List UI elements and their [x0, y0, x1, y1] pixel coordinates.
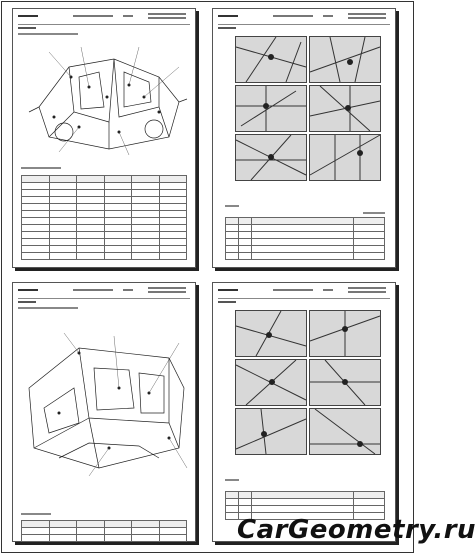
note-line	[225, 479, 239, 481]
document-page-4[interactable]	[212, 282, 396, 542]
section-label	[218, 301, 236, 303]
document-page-2[interactable]	[212, 8, 396, 268]
measurement-photo	[235, 36, 307, 83]
note-line	[363, 212, 385, 214]
page-header	[218, 12, 390, 25]
section-label	[18, 27, 36, 29]
measurement-photo	[235, 359, 307, 406]
measurement-table	[225, 217, 385, 260]
measurement-photo	[309, 359, 381, 406]
section-label	[18, 301, 36, 303]
measurement-photo	[309, 36, 381, 83]
page-header	[18, 286, 190, 299]
body-frame-drawing	[19, 328, 191, 478]
document-page-1[interactable]	[12, 8, 196, 268]
measurement-photo	[309, 85, 381, 132]
body-frame-drawing	[19, 37, 189, 157]
cargeometry-watermark: CarGeometry.ru	[237, 515, 476, 545]
note-line	[18, 307, 78, 309]
measurement-photo	[235, 408, 307, 455]
dimension-table	[21, 520, 187, 542]
measurement-photo	[235, 310, 307, 357]
measurement-photo	[309, 310, 381, 357]
section-label	[218, 27, 236, 29]
measurement-photo	[309, 408, 381, 455]
table-caption	[21, 513, 51, 515]
dimension-table	[21, 175, 187, 260]
measurement-photo	[235, 134, 307, 181]
page-header	[218, 286, 390, 299]
table-caption	[21, 167, 61, 169]
note-line	[18, 33, 78, 35]
page-header	[18, 12, 190, 25]
note-line	[225, 205, 239, 207]
measurement-photo	[235, 85, 307, 132]
measurement-photo	[309, 134, 381, 181]
document-page-3[interactable]	[12, 282, 196, 542]
